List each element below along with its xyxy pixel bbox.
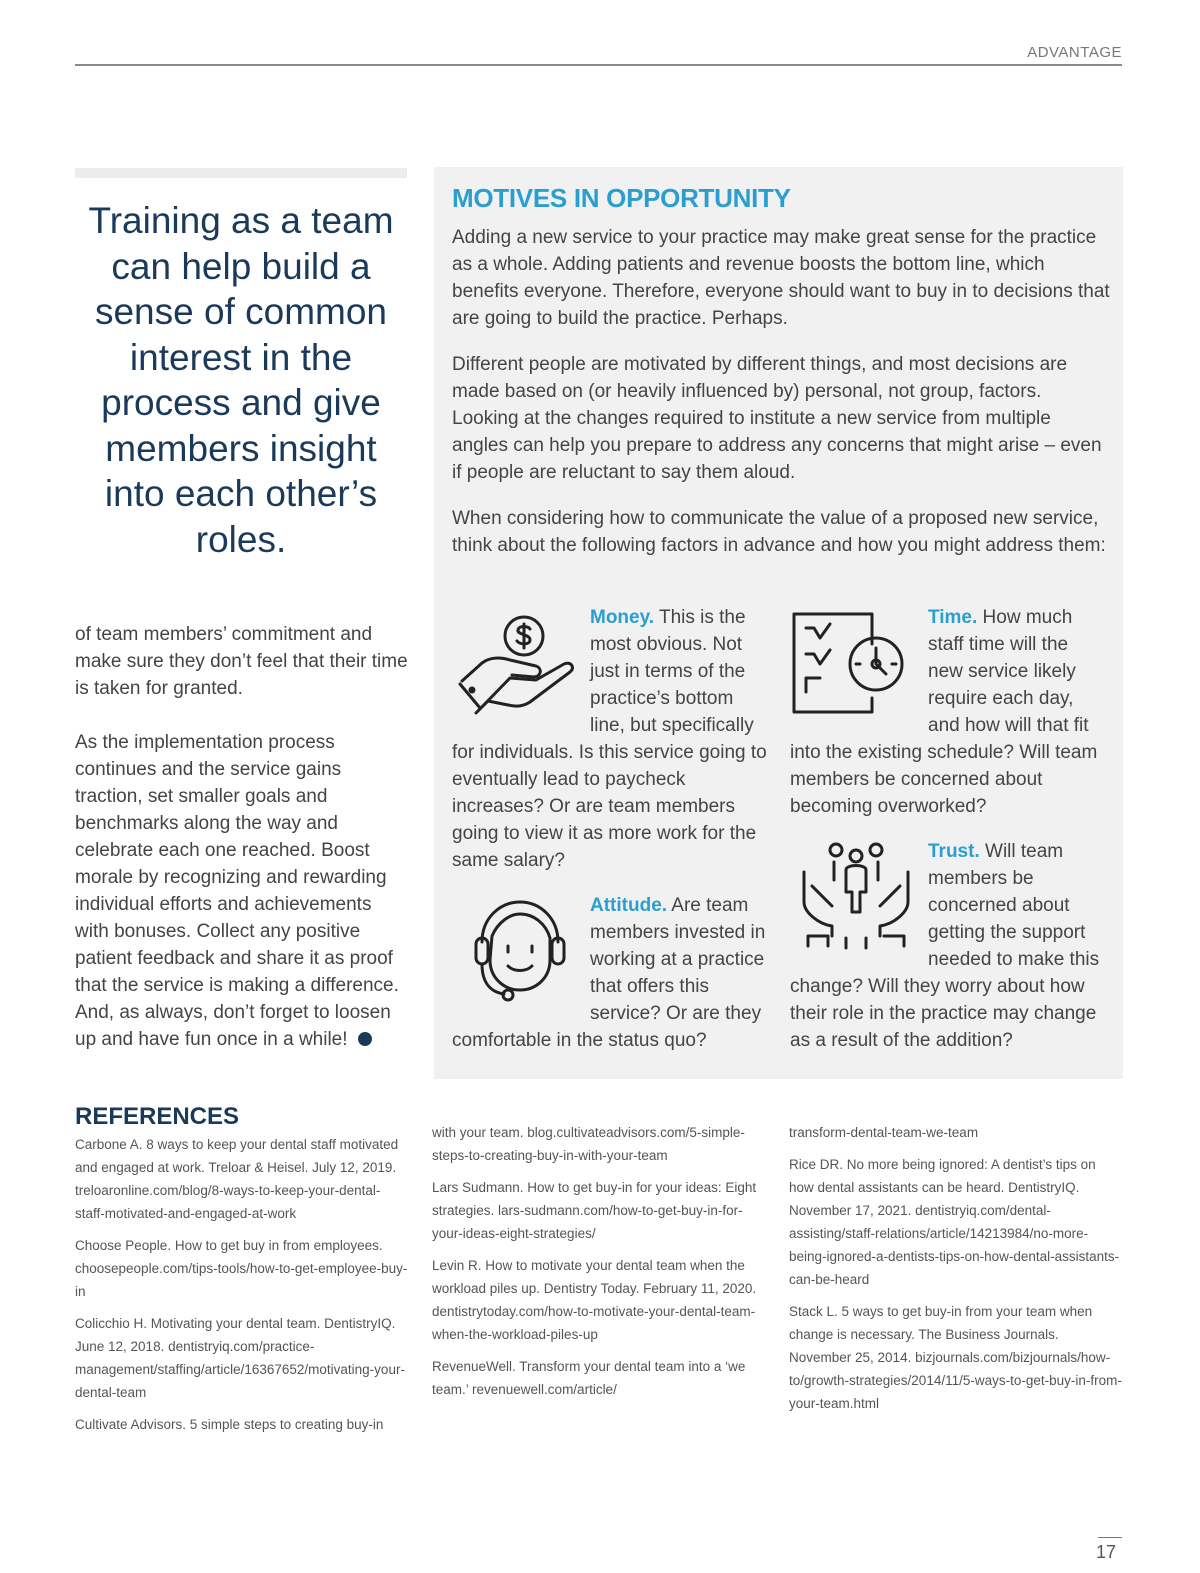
factor-time-keyword: Time. [928,607,978,628]
factor-time-text: How much staff time will the new service likely require each day, and how will that fit into the existing schedule? Will team members be concerned about becoming overworked? [790,607,1098,817]
references-column-3 [789,1121,1124,1424]
sidebar-paragraph: When considering how to communicate the value of a proposed new service, think about the following factors in advance and how you might address them: [452,508,1106,556]
left-column-body [75,621,410,1080]
team-hands-icon [790,838,928,956]
reference-entry: Colicchio H. Motivating your dental team. DentistryIQ. June 12, 2018. dentistryiq.com/practice-management/staffing/article/16367652/motivating-your-dental-team [75,1316,405,1400]
page-number: 17 [1095,1542,1116,1562]
header-rule [75,64,1122,66]
reference-entry: Stack L. 5 ways to get buy-in from your team when change is necessary. The Business Journals. November 25, 2014. bizjournals.com/bizjournals/how-to/growth-strategies/2014/11/5-ways-to-get-buy-in-from-your-team.html [789,1304,1122,1411]
reference-entry: Choose People. How to get buy in from employees. choosepeople.com/tips-tools/how-to-get-employee-buy-in [75,1238,408,1299]
factor-attitude-text: Are team members invested in working at a practice that offers this service? Or are they comfortable in the status quo? [452,895,766,1051]
factor-trust-keyword: Trust. [928,841,980,862]
factor-attitude-keyword: Attitude. [590,895,668,916]
page-number-rule [1098,1537,1122,1538]
factor-money-keyword: Money. [590,607,655,628]
factor-money [452,604,770,874]
reference-entry: RevenueWell. Transform your dental team into a ‘we team.’ revenuewell.com/article/ [432,1359,746,1397]
reference-entry: with your team. blog.cultivateadvisors.com/5-simple-steps-to-creating-buy-in-with-your-team [432,1125,745,1163]
references-column-1 [75,1133,410,1445]
headset-face-icon [452,892,590,1010]
references-title: REFERENCES [75,1103,240,1130]
sidebar-title: MOTIVES IN OPPORTUNITY [452,183,791,213]
factor-time [790,604,1108,820]
pull-quote-bar [75,168,407,178]
sidebar-box [434,167,1123,1079]
factor-trust-text: Will team members be concerned about getting the support needed to make this change? Will they worry about how their role in the practice may change as a result of the addition? [790,841,1100,1051]
left-paragraph-closing [75,729,410,1053]
left-paragraph-closing-text: As the implementation process continues and the service gains traction, set smaller goals and benchmarks along the way and celebrate each one reached. Boost morale by recognizing and rewarding individual efforts and achievements with bonuses. Collect any positive patient feedback and share it as proof that the service is making a difference. And, as always, don’t forget to loosen up and have fun once in a while! [75,732,399,1050]
header-section-label: ADVANTAGE [1027,44,1122,61]
sidebar-paragraph: Adding a new service to your practice may make great sense for the practice as a whole. Adding patients and revenue boosts the bottom line, which benefits everyone. Therefore, everyone should want to buy in to decisions that are going to build the practice. Perhaps. [452,227,1110,329]
end-mark-dot [358,1032,372,1046]
reference-entry: Levin R. How to motivate your dental team when the workload piles up. Dentistry Today. February 11, 2020. dentistrytoday.com/how-to-motivate-your-dental-team-when-the-workload-piles-up [432,1258,757,1342]
factor-attitude [452,892,770,1054]
left-paragraph: of team members’ commitment and make sure they don’t feel that their time is taken for granted. [75,624,408,699]
sidebar-paragraph: Different people are motivated by different things, and most decisions are made based on (or heavily influenced by) personal, not group, factors. Looking at the changes required to institute a new service from multiple angles can help you prepare to address any concerns that might arise – even if people are reluctant to say them aloud. [452,354,1102,483]
sidebar-body [452,224,1112,578]
factor-money-text: This is the most obvious. Not just in terms of the practice’s bottom line, but specifically for individuals. Is this service going to eventually lead to paycheck increases? Or are team members going to view it as more work for the same salary? [452,607,767,871]
references-column-2 [432,1121,767,1410]
reference-entry: Cultivate Advisors. 5 simple steps to creating buy-in [75,1417,384,1432]
pull-quote: Training as a team can help build a sense of common interest in the process and give members insight into each other’s roles. [88,200,394,560]
reference-entry: transform-dental-team-we-team [789,1125,979,1140]
reference-entry: Lars Sudmann. How to get buy-in for your ideas: Eight strategies. lars-sudmann.com/how-to-get-buy-in-for-your-ideas-eight-strategies/ [432,1180,757,1241]
reference-entry: Rice DR. No more being ignored: A dentist’s tips on how dental assistants can be heard. DentistryIQ. November 17, 2021. dentistryiq.com/dental-assisting/staff-relations/article/14213984/no-more-being-ignored-a-dentists-tips-on-how-dental-assistants-can-be-heard [789,1157,1120,1287]
reference-entry: Carbone A. 8 ways to keep your dental staff motivated and engaged at work. Treloar & Heisel. July 12, 2019. treloaronline.com/blog/8-ways-to-keep-your-dental-staff-motivated-and-engaged-at-work [75,1137,399,1221]
money-hand-icon [452,604,590,722]
factor-trust [790,838,1108,1054]
checklist-clock-icon [790,604,928,722]
